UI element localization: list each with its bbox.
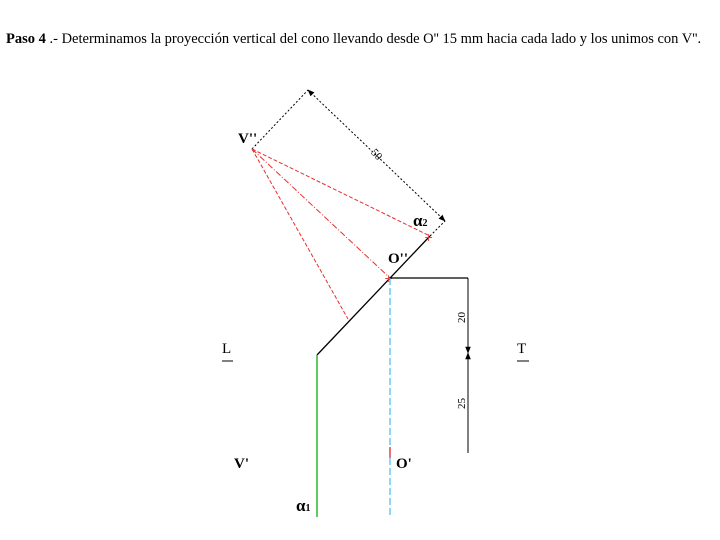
label-alpha2: α2 (413, 211, 428, 230)
extension-line-v (252, 90, 308, 149)
label-v2: V'' (238, 131, 258, 147)
generatrix-lower (252, 149, 348, 319)
dimension-text-50: 50 (368, 146, 385, 163)
step-description: .- Determinamos la proyección vertical del cono llevando desde O'' 15 mm hacia cada lado y los unimos con V''. (45, 31, 702, 47)
label-T: T (517, 341, 527, 357)
dimension-text-25: 25 (456, 398, 468, 409)
generatrix-upper (252, 146, 430, 236)
dimension-text-20: 20 (456, 312, 468, 323)
mark-alpha2-point: + (424, 231, 434, 244)
base-line-alpha2 (317, 236, 430, 355)
label-L: L (222, 341, 232, 357)
label-v1: V' (234, 456, 249, 472)
cone-axis (252, 146, 390, 278)
label-o1: O' (396, 456, 412, 472)
label-o2: O'' (388, 251, 409, 267)
step-title: Paso 4 (6, 31, 46, 47)
mark-o2-point: + (384, 272, 394, 285)
label-alpha1: α1 (296, 496, 311, 515)
